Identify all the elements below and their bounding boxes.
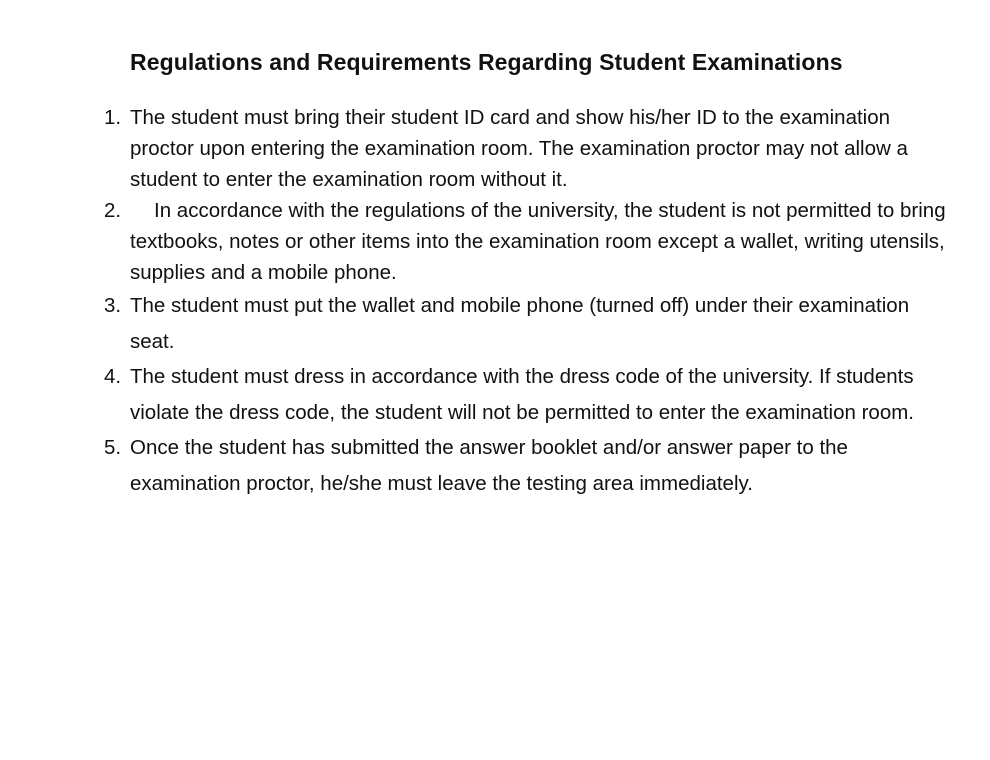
list-item-number: 2.: [104, 199, 122, 222]
list-item-text: The student must put the wallet and mobile phone (turned off) under their examination seat.: [130, 294, 910, 353]
list-item-text-wrapper: [130, 195, 954, 288]
list-item-text: The student must bring their student ID card and show his/her ID to the examination proctor upon entering the examination room. The examination proctor may not allow a student to enter the examination room without it.: [130, 106, 908, 191]
list-item-number: 3.: [104, 294, 122, 317]
document-title: Regulations and Requirements Regarding Student Examinations: [130, 49, 843, 75]
list-item-number: 1.: [104, 106, 122, 129]
list-item: [104, 102, 954, 195]
list-item: [104, 195, 954, 288]
list-item: [104, 288, 954, 359]
rules-list: [104, 102, 954, 501]
list-item: [104, 359, 954, 430]
list-item-text: In accordance with the regulations of the university, the student is not permitted to bring textbooks, notes or other items into the examination room except a wallet, writing utensils, supplies and a mobile phone.: [130, 199, 946, 284]
list-item-text: The student must dress in accordance with the dress code of the university. If students violate the dress code, the student will not be permitted to enter the examination room.: [130, 365, 914, 424]
list-item-text: Once the student has submitted the answer booklet and/or answer paper to the examination proctor, he/she must leave the testing area immediately.: [130, 436, 848, 495]
list-item-number: 4.: [104, 365, 122, 388]
list-item-number: 5.: [104, 436, 122, 459]
list-item: [104, 430, 954, 501]
